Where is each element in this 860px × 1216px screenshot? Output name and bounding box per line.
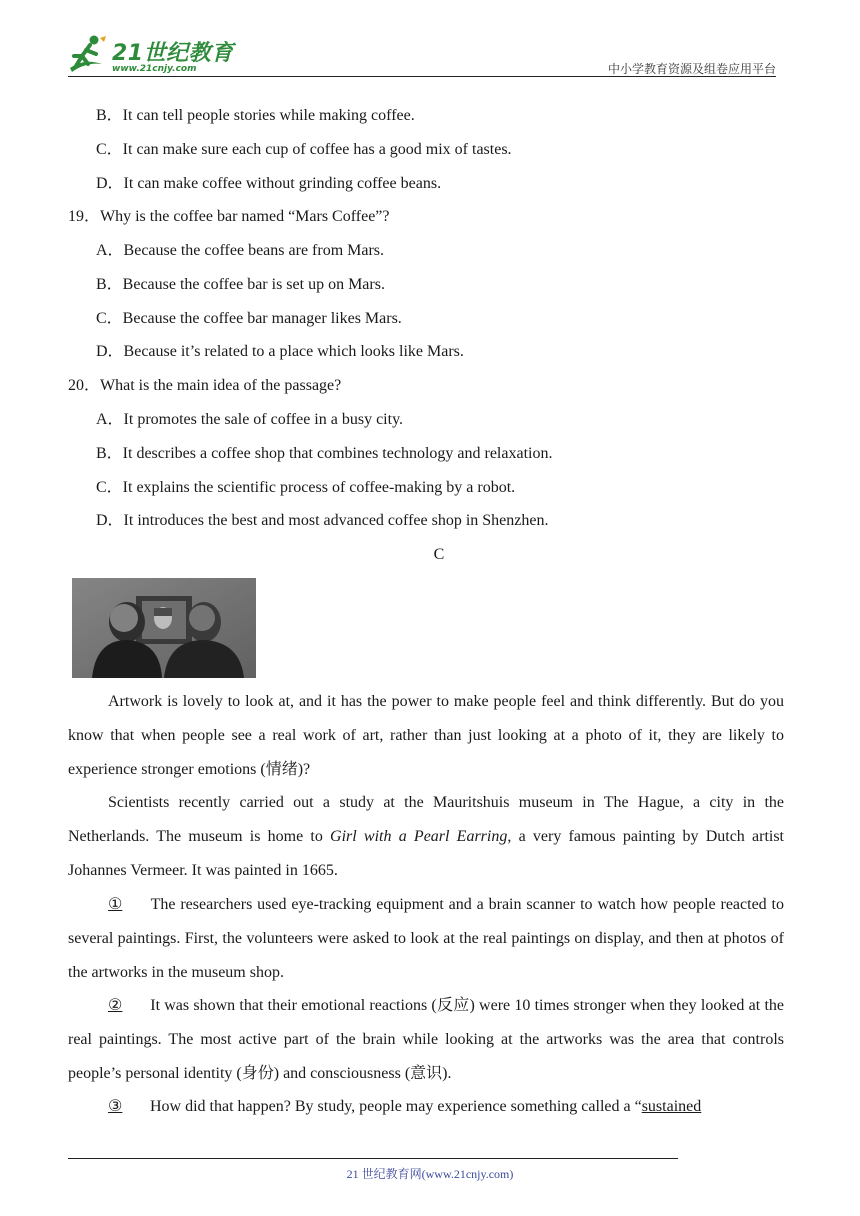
paragraph-5-text: How did that happen? By study, people may experience something called a “ [146,1098,642,1115]
q18-option-d: D．It can make coffee without grinding coffee beans. [96,175,442,192]
runner-logo-icon [64,34,110,76]
q20-question: 20．What is the main idea of the passage? [68,377,342,394]
q20-option-b: B．It describes a coffee shop that combines technology and relaxation. [96,445,553,462]
museum-visitors-photo [72,578,256,678]
q18-option-b: B．It can tell people stories while making coffee. [96,107,415,124]
blank-3[interactable]: ③ [108,1098,123,1115]
q19-option-b: B．Because the coffee bar is set up on Mars. [96,276,385,293]
q20-option-a: A．It promotes the sale of coffee in a busy city. [96,411,404,428]
section-c-label: C [433,546,445,563]
paragraph-2-text-b: , a very famous painting by Dutch artist Johannes Vermeer. It was painted in 1665. [68,827,785,879]
footer-divider [68,1158,678,1159]
blank-2[interactable]: ② [108,997,123,1014]
q20-option-c: C．It explains the scientific process of coffee-making by a robot. [96,479,516,496]
paragraph-3-text: The researchers used eye-tracking equipment and a brain scanner to watch how people reacted to several paintings. First, the volunteers were asked to look at the real paintings on display, and then at photos of the artworks in the museum shop. [68,896,784,981]
paragraph-4 [68,989,784,1090]
q19-option-d: D．Because it’s related to a place which looks like Mars. [96,343,464,360]
q20-option-d: D．It introduces the best and most advanced coffee shop in Shenzhen. [96,512,549,529]
underlined-term: sustained [641,1098,702,1115]
site-logo [64,34,234,78]
q19-option-c: C．Because the coffee bar manager likes Mars. [96,310,402,327]
paragraph-1 [68,685,784,786]
q19-question: 19．Why is the coffee bar named “Mars Coffee”? [68,208,390,225]
logo-url: www.21cnjy.com [112,64,197,74]
blank-1[interactable]: ① [108,896,123,913]
paragraph-5 [68,1090,784,1124]
paragraph-2 [68,786,784,887]
paragraph-2-text-a: Scientists recently carried out a study at the Mauritshuis museum in The Hague, a city in the Netherlands. The museum is home to [68,794,784,845]
painting-title: Girl with a Pearl Earring [330,827,508,845]
page-header [0,0,860,80]
q18-option-c: C．It can make sure each cup of coffee has a good mix of tastes. [96,141,512,158]
q19-option-a: A．Because the coffee beans are from Mars. [96,242,385,259]
platform-title: 中小学教育资源及组卷应用平台 [607,62,776,76]
paragraph-3 [68,888,784,989]
header-divider [68,76,776,77]
logo-text: 21世纪教育 [112,41,234,66]
paragraph-1-text: Artwork is lovely to look at, and it has the power to make people feel and think differently. But do you know that when people see a real work of art, rather than just looking at a photo of it, they are likely to experience stronger emotions (情绪)? [68,693,784,778]
footer-text: 21 世纪教育网(www.21cnjy.com) [346,1167,514,1181]
paragraph-4-text: It was shown that their emotional reactions (反应) were 10 times stronger when they looked at the real paintings. The most active part of the brain while looking at the artworks was the area that controls people’s personal identity (身份) and consciousness (意识). [68,997,784,1082]
